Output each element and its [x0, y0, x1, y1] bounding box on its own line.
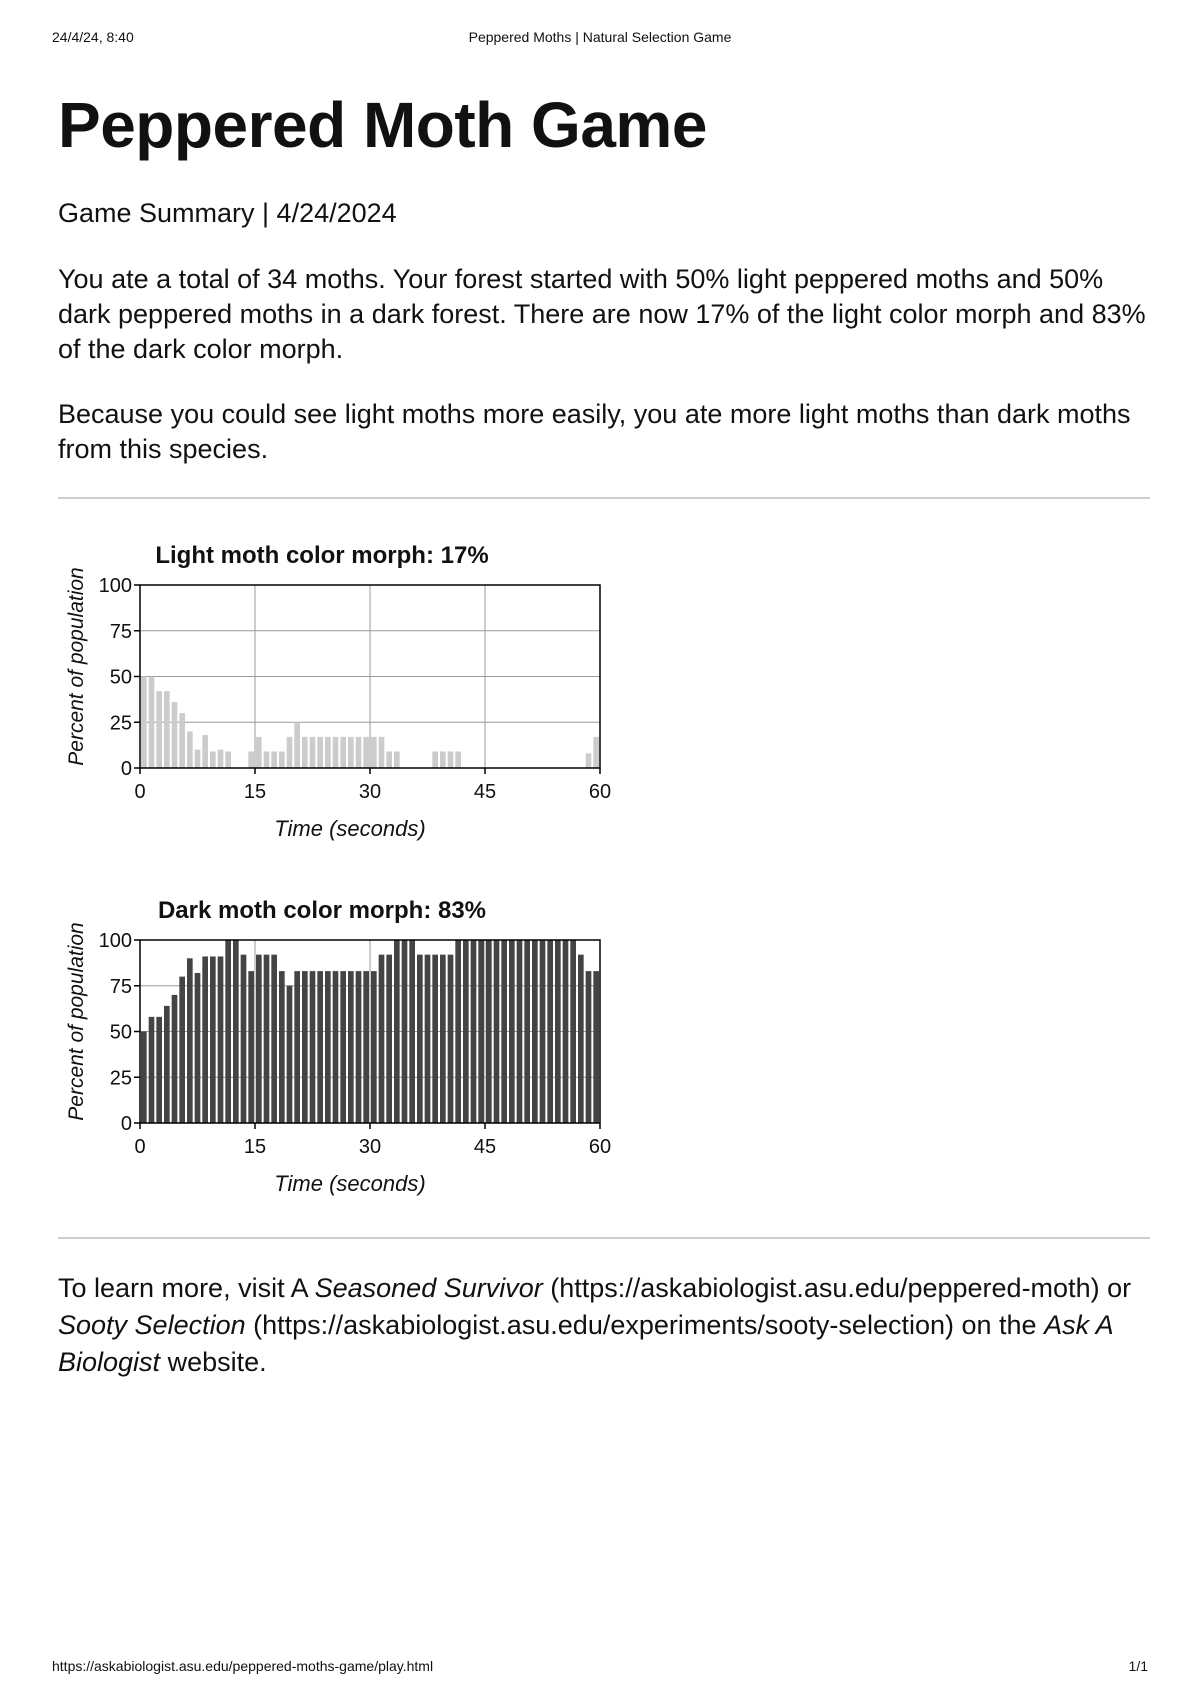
learn-more-paragraph [58, 1270, 1158, 1381]
light-bar [164, 691, 170, 768]
light-bar [448, 752, 454, 768]
seasoned-survivor-url: (https://askabiologist.asu.edu/peppered-moth) or [542, 1273, 1132, 1303]
ask-a-biologist-site-name: Ask A Biologist [58, 1310, 1113, 1377]
dark-bar [225, 940, 231, 1123]
dark-bar [202, 956, 208, 1123]
sooty-selection-link[interactable]: Sooty Selection [58, 1310, 246, 1340]
learn-more-suffix: website. [160, 1347, 267, 1377]
light-bar [386, 752, 392, 768]
dark-bar [409, 940, 415, 1123]
dark-bar [394, 940, 400, 1123]
light-bar [179, 713, 185, 768]
dark-bar [547, 940, 553, 1123]
light-bar [356, 737, 362, 768]
print-header [52, 29, 1148, 49]
light-bar [348, 737, 354, 768]
dark-bar [402, 940, 408, 1123]
light-bar [586, 753, 592, 768]
light-bar [302, 737, 308, 768]
dark-bar [532, 940, 538, 1123]
game-summary-line: Game Summary | 4/24/2024 [58, 198, 397, 228]
dark-bar [486, 940, 492, 1123]
light-bar [363, 737, 369, 768]
dark-bar [241, 955, 247, 1123]
dark-bar [432, 955, 438, 1123]
dark-bar [570, 940, 576, 1123]
light-bar [317, 737, 323, 768]
dark-bar [340, 971, 346, 1123]
light-ytick-label: 50 [109, 666, 132, 689]
dark-bar [448, 955, 454, 1123]
dark-bar [164, 1006, 170, 1123]
divider-top [58, 497, 1150, 499]
dark-ytick-label: 25 [109, 1067, 132, 1090]
dark-ytick-label: 50 [109, 1021, 132, 1044]
light-xtick-label: 45 [473, 781, 497, 803]
light-ytick-label: 100 [98, 575, 132, 597]
light-bar [210, 752, 216, 768]
light-bar [340, 737, 346, 768]
light-bar [271, 752, 277, 768]
light-bar [310, 737, 316, 768]
light-bar [141, 677, 147, 769]
print-url: https://askabiologist.asu.edu/peppered-moths-game/play.html [52, 1658, 434, 1674]
light-xtick-label: 60 [588, 781, 612, 803]
dark-bar [256, 955, 262, 1123]
light-bar [156, 691, 162, 768]
dark-bar [248, 971, 254, 1123]
dark-bar [478, 940, 484, 1123]
light-bar [333, 737, 339, 768]
dark-xtick-label: 0 [134, 1136, 146, 1158]
dark-chart-title: Dark moth color morph: 83% [157, 897, 487, 924]
light-bar [440, 752, 446, 768]
light-bar [432, 752, 438, 768]
dark-bar [425, 955, 431, 1123]
dark-bar [455, 940, 461, 1123]
dark-bar [317, 971, 323, 1123]
dark-xaxis-label: Time (seconds) [274, 1171, 426, 1196]
dark-bar [310, 971, 316, 1123]
result-paragraph: You ate a total of 34 moths. Your forest started with 50% light peppered moths and 50% dark peppered moths in a dark forest. There are now 17% of the light color morph and 83% of the dark color morph. [58, 264, 1146, 364]
divider-bottom [58, 1237, 1150, 1239]
dark-ytick-label: 0 [120, 1113, 132, 1135]
light-ytick-label: 0 [120, 758, 132, 780]
light-xtick-label: 15 [243, 781, 267, 803]
dark-bar [463, 940, 469, 1123]
light-bar [187, 731, 193, 768]
dark-bar [356, 971, 362, 1123]
light-yaxis-label: Percent of population [65, 567, 88, 766]
dark-bar [210, 956, 216, 1123]
print-page-number: 1/1 [1128, 1658, 1148, 1674]
dark-bar [271, 955, 277, 1123]
light-bar [172, 702, 178, 768]
light-xtick-label: 0 [134, 781, 146, 803]
light-bar [593, 737, 599, 768]
dark-bar [218, 956, 224, 1123]
dark-bar [417, 955, 423, 1123]
light-bar [264, 752, 270, 768]
seasoned-survivor-link[interactable]: Seasoned Survivor [314, 1273, 543, 1303]
dark-bar [555, 940, 561, 1123]
light-bar [294, 722, 300, 768]
explanation-paragraph: Because you could see light moths more easily, you ate more light moths than dark moths from this species. [58, 399, 1131, 464]
light-ytick-label: 75 [109, 620, 132, 643]
dark-bar [325, 971, 331, 1123]
dark-bar [471, 940, 477, 1123]
page-title: Peppered Moth Game [58, 89, 707, 161]
dark-bar [371, 971, 377, 1123]
dark-bar [149, 1017, 155, 1123]
light-bar [455, 752, 461, 768]
light-bar [279, 752, 285, 768]
dark-bar [386, 955, 392, 1123]
dark-bar [563, 940, 569, 1123]
light-bar [248, 752, 254, 768]
sooty-selection-url: (https://askabiologist.asu.edu/experiments/sooty-selection) on the [245, 1310, 1045, 1340]
dark-morph-chart [60, 885, 620, 1205]
dark-bar [363, 971, 369, 1123]
dark-yaxis-label: Percent of population [65, 922, 88, 1121]
light-xaxis-label: Time (seconds) [274, 816, 426, 841]
dark-ytick-label: 75 [109, 975, 132, 998]
dark-bar [578, 955, 584, 1123]
dark-bar [279, 971, 285, 1123]
light-bar [256, 737, 262, 768]
dark-xtick-label: 15 [243, 1136, 267, 1158]
dark-bar [586, 971, 592, 1123]
light-bar [195, 750, 201, 768]
light-bar [149, 677, 155, 769]
light-bar [394, 752, 400, 768]
dark-bar [156, 1017, 162, 1123]
dark-xtick-label: 30 [358, 1136, 382, 1158]
dark-bar [593, 971, 599, 1123]
light-chart-title: Light moth color morph: 17% [155, 542, 489, 569]
dark-bar [333, 971, 339, 1123]
print-footer [52, 1658, 1148, 1678]
light-bar [287, 737, 293, 768]
light-bar [379, 737, 385, 768]
dark-bar [141, 1032, 147, 1124]
light-bar [371, 737, 377, 768]
light-bar [325, 737, 331, 768]
light-bar [202, 735, 208, 768]
dark-bar [302, 971, 308, 1123]
dark-bar [517, 940, 523, 1123]
dark-xtick-label: 45 [473, 1136, 497, 1158]
dark-ytick-label: 100 [98, 930, 132, 952]
dark-bar [379, 955, 385, 1123]
dark-bar [287, 986, 293, 1123]
learn-more-prefix: To learn more, visit A [58, 1273, 315, 1303]
dark-bar [494, 940, 500, 1123]
dark-bar [501, 940, 507, 1123]
dark-bar [233, 940, 239, 1123]
dark-bar [179, 977, 185, 1123]
light-ytick-label: 25 [109, 712, 132, 735]
light-bar [218, 750, 224, 768]
light-bar [225, 752, 231, 768]
light-xtick-label: 30 [358, 781, 382, 803]
light-morph-chart [60, 530, 620, 850]
dark-bar [294, 971, 300, 1123]
dark-bar [440, 955, 446, 1123]
dark-bar [509, 940, 515, 1123]
dark-bar [524, 940, 530, 1123]
dark-xtick-label: 60 [588, 1136, 612, 1158]
dark-bar [540, 940, 546, 1123]
dark-bar [172, 995, 178, 1123]
dark-bar [348, 971, 354, 1123]
print-page-title: Peppered Moths | Natural Selection Game [468, 29, 732, 45]
dark-bar [187, 958, 193, 1123]
dark-bar [264, 955, 270, 1123]
print-datetime: 24/4/24, 8:40 [52, 29, 134, 45]
dark-bar [195, 973, 201, 1123]
